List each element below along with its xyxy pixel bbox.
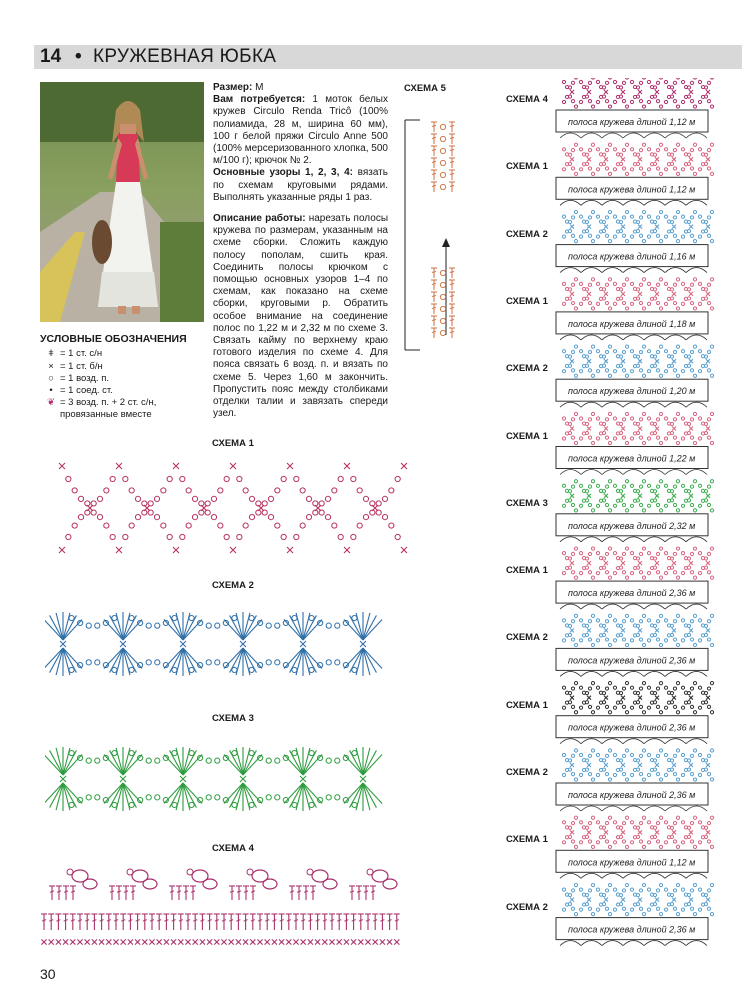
- scheme-4-repeat: [109, 869, 157, 900]
- assembly-scheme-label: СХЕМА 4: [506, 94, 548, 105]
- strip-caption: полоса кружева длиной 2,36 м: [568, 924, 696, 935]
- strip-caption: полоса кружева длиной 2,36 м: [568, 588, 696, 599]
- strip-caption: полоса кружева длиной 1,20 м: [568, 386, 696, 397]
- assembly-row: [556, 682, 714, 744]
- scheme2-repeat: [344, 612, 382, 676]
- assembly-diagram: [500, 78, 730, 958]
- scheme-2-label: СХЕМА 2: [212, 580, 254, 591]
- assembly-row: [556, 412, 714, 474]
- legend-item: × = 1 ст. б/н: [42, 361, 103, 373]
- assembly-row: [556, 749, 714, 811]
- scheme-1-repeat: [116, 463, 172, 553]
- legend-item: ○ = 1 возд. п.: [42, 373, 109, 385]
- slip-stitch-icon: •: [49, 385, 53, 396]
- page-number: 30: [40, 966, 56, 982]
- strip-caption: полоса кружева длиной 2,36 м: [568, 790, 696, 800]
- scheme-3-label: СХЕМА 3: [212, 713, 254, 724]
- scheme-3-diagram: [45, 735, 425, 825]
- assembly-scheme-label: СХЕМА 3: [506, 497, 548, 509]
- scheme-1-label: СХЕМА 1: [212, 438, 254, 449]
- single-crochet-icon: ×: [48, 361, 54, 372]
- strip-caption: полоса кружева длиной 2,36 м: [568, 722, 696, 733]
- strip-caption: полоса кружева длиной 1,12 м: [568, 184, 696, 195]
- assembly-scheme-label: СХЕМА 2: [506, 632, 548, 644]
- assembly-row: [556, 278, 714, 340]
- legend-item: • = 1 соед. ст.: [42, 385, 113, 397]
- assembly-scheme-label: СХЕМА 1: [506, 565, 548, 577]
- assembly-scheme-label: СХЕМА 1: [506, 161, 548, 173]
- legend-title: УСЛОВНЫЕ ОБОЗНАЧЕНИЯ: [40, 333, 187, 345]
- header-bullet: •: [75, 46, 82, 67]
- legend-item: ǂ = 1 ст. с/н: [42, 348, 102, 360]
- skirt-photo: [40, 82, 204, 322]
- assembly-row: [556, 78, 714, 138]
- assembly-scheme-label: СХЕМА 1: [506, 295, 548, 307]
- scheme-2-diagram: [45, 600, 425, 690]
- legend-item: ❦ = 3 возд. п. + 2 ст. с/н, провязанные вместе: [42, 397, 212, 421]
- assembly-row: [556, 883, 714, 945]
- scheme-1-repeat: [344, 463, 400, 553]
- scheme-4-repeat: [49, 869, 97, 900]
- scheme-1-repeat: [287, 463, 343, 553]
- scheme3-repeat: [344, 747, 382, 811]
- double-crochet-icon: ǂ: [48, 348, 54, 359]
- strip-caption: полоса кружева длиной 1,18 м: [568, 318, 696, 329]
- page-title: КРУЖЕВНАЯ ЮБКА: [93, 46, 277, 67]
- strip-caption: полоса кружева длиной 1,16 м: [568, 251, 696, 262]
- scheme-4-diagram: [40, 862, 420, 952]
- assembly-scheme-label: СХЕМА 1: [506, 430, 548, 442]
- scheme-4-repeat: [289, 869, 337, 900]
- assembly-row: [556, 480, 714, 542]
- cluster-icon: ❦: [47, 397, 55, 408]
- scheme-4-repeat: [169, 869, 217, 900]
- assembly-row: [556, 210, 714, 272]
- assembly-row: [556, 143, 714, 205]
- scheme-4-label: СХЕМА 4: [212, 843, 254, 854]
- strip-caption: полоса кружева длиной 1,12 м: [568, 117, 696, 127]
- assembly-scheme-label: СХЕМА 2: [506, 228, 548, 240]
- scheme-5-diagram: [400, 110, 480, 360]
- assembly-scheme-label: СХЕМА 1: [506, 699, 548, 711]
- instructions-text: Размер: М Вам потребуется: 1 моток белых кружев Circulo Renda Tricô (100% полиамида, 28 м, ширина 60 мм), 100 г белой пряжи Circulo Anne 500 (100% мерсеризованного хлопка, 500 м/100 г); крючок № 2. Основные узоры 1, 2, 3, 4: вязать по схемам круговыми рядами. Выполнять указанные ряды 1 раз. Описание работы: нарезать полосы кружева по размерам, указанным на схеме сборки. Сложить каждую полосу пополам, сшить края. Соединить полосы крючком с помощью основных узоров 1–4 по схемам, как показано на схеме сборки, круговыми р. Обратить особое внимание на соединение полос по 1,22 м и 2,32 м по схеме 3. Связать кайму по верхнему краю готового изделия по схеме 4. Для пояса связать 6 возд. п. и вязать по схеме 5. Через 1,60 м закончить. Пропустить пояс между столбиками отделки талии и завязать спереди узел.: [213, 82, 389, 420]
- assembly-row: [556, 816, 714, 878]
- assembly-scheme-label: СХЕМА 2: [506, 767, 548, 778]
- strip-caption: полоса кружева длиной 2,32 м: [568, 520, 696, 531]
- assembly-row: [556, 345, 714, 407]
- scheme-5-label: СХЕМА 5: [404, 83, 446, 94]
- strip-caption: полоса кружева длиной 1,22 м: [568, 453, 696, 464]
- assembly-scheme-label: СХЕМА 2: [506, 363, 548, 375]
- scheme-1-repeat: [230, 463, 286, 553]
- section-number: 14: [40, 46, 62, 67]
- scheme-4-repeat: [349, 869, 397, 900]
- strip-caption: полоса кружева длиной 1,12 м: [568, 857, 696, 868]
- scheme-1-diagram: [50, 458, 420, 558]
- assembly-row: [556, 547, 714, 609]
- assembly-row: [556, 614, 714, 676]
- scheme-1-repeat: [173, 463, 229, 553]
- strip-caption: полоса кружева длиной 2,36 м: [568, 655, 696, 666]
- scheme-4-repeat: [229, 869, 277, 900]
- chain-stitch-icon: ○: [48, 373, 54, 384]
- scheme-1-repeat: [59, 463, 115, 553]
- assembly-scheme-label: СХЕМА 2: [506, 901, 548, 913]
- assembly-scheme-label: СХЕМА 1: [506, 834, 548, 846]
